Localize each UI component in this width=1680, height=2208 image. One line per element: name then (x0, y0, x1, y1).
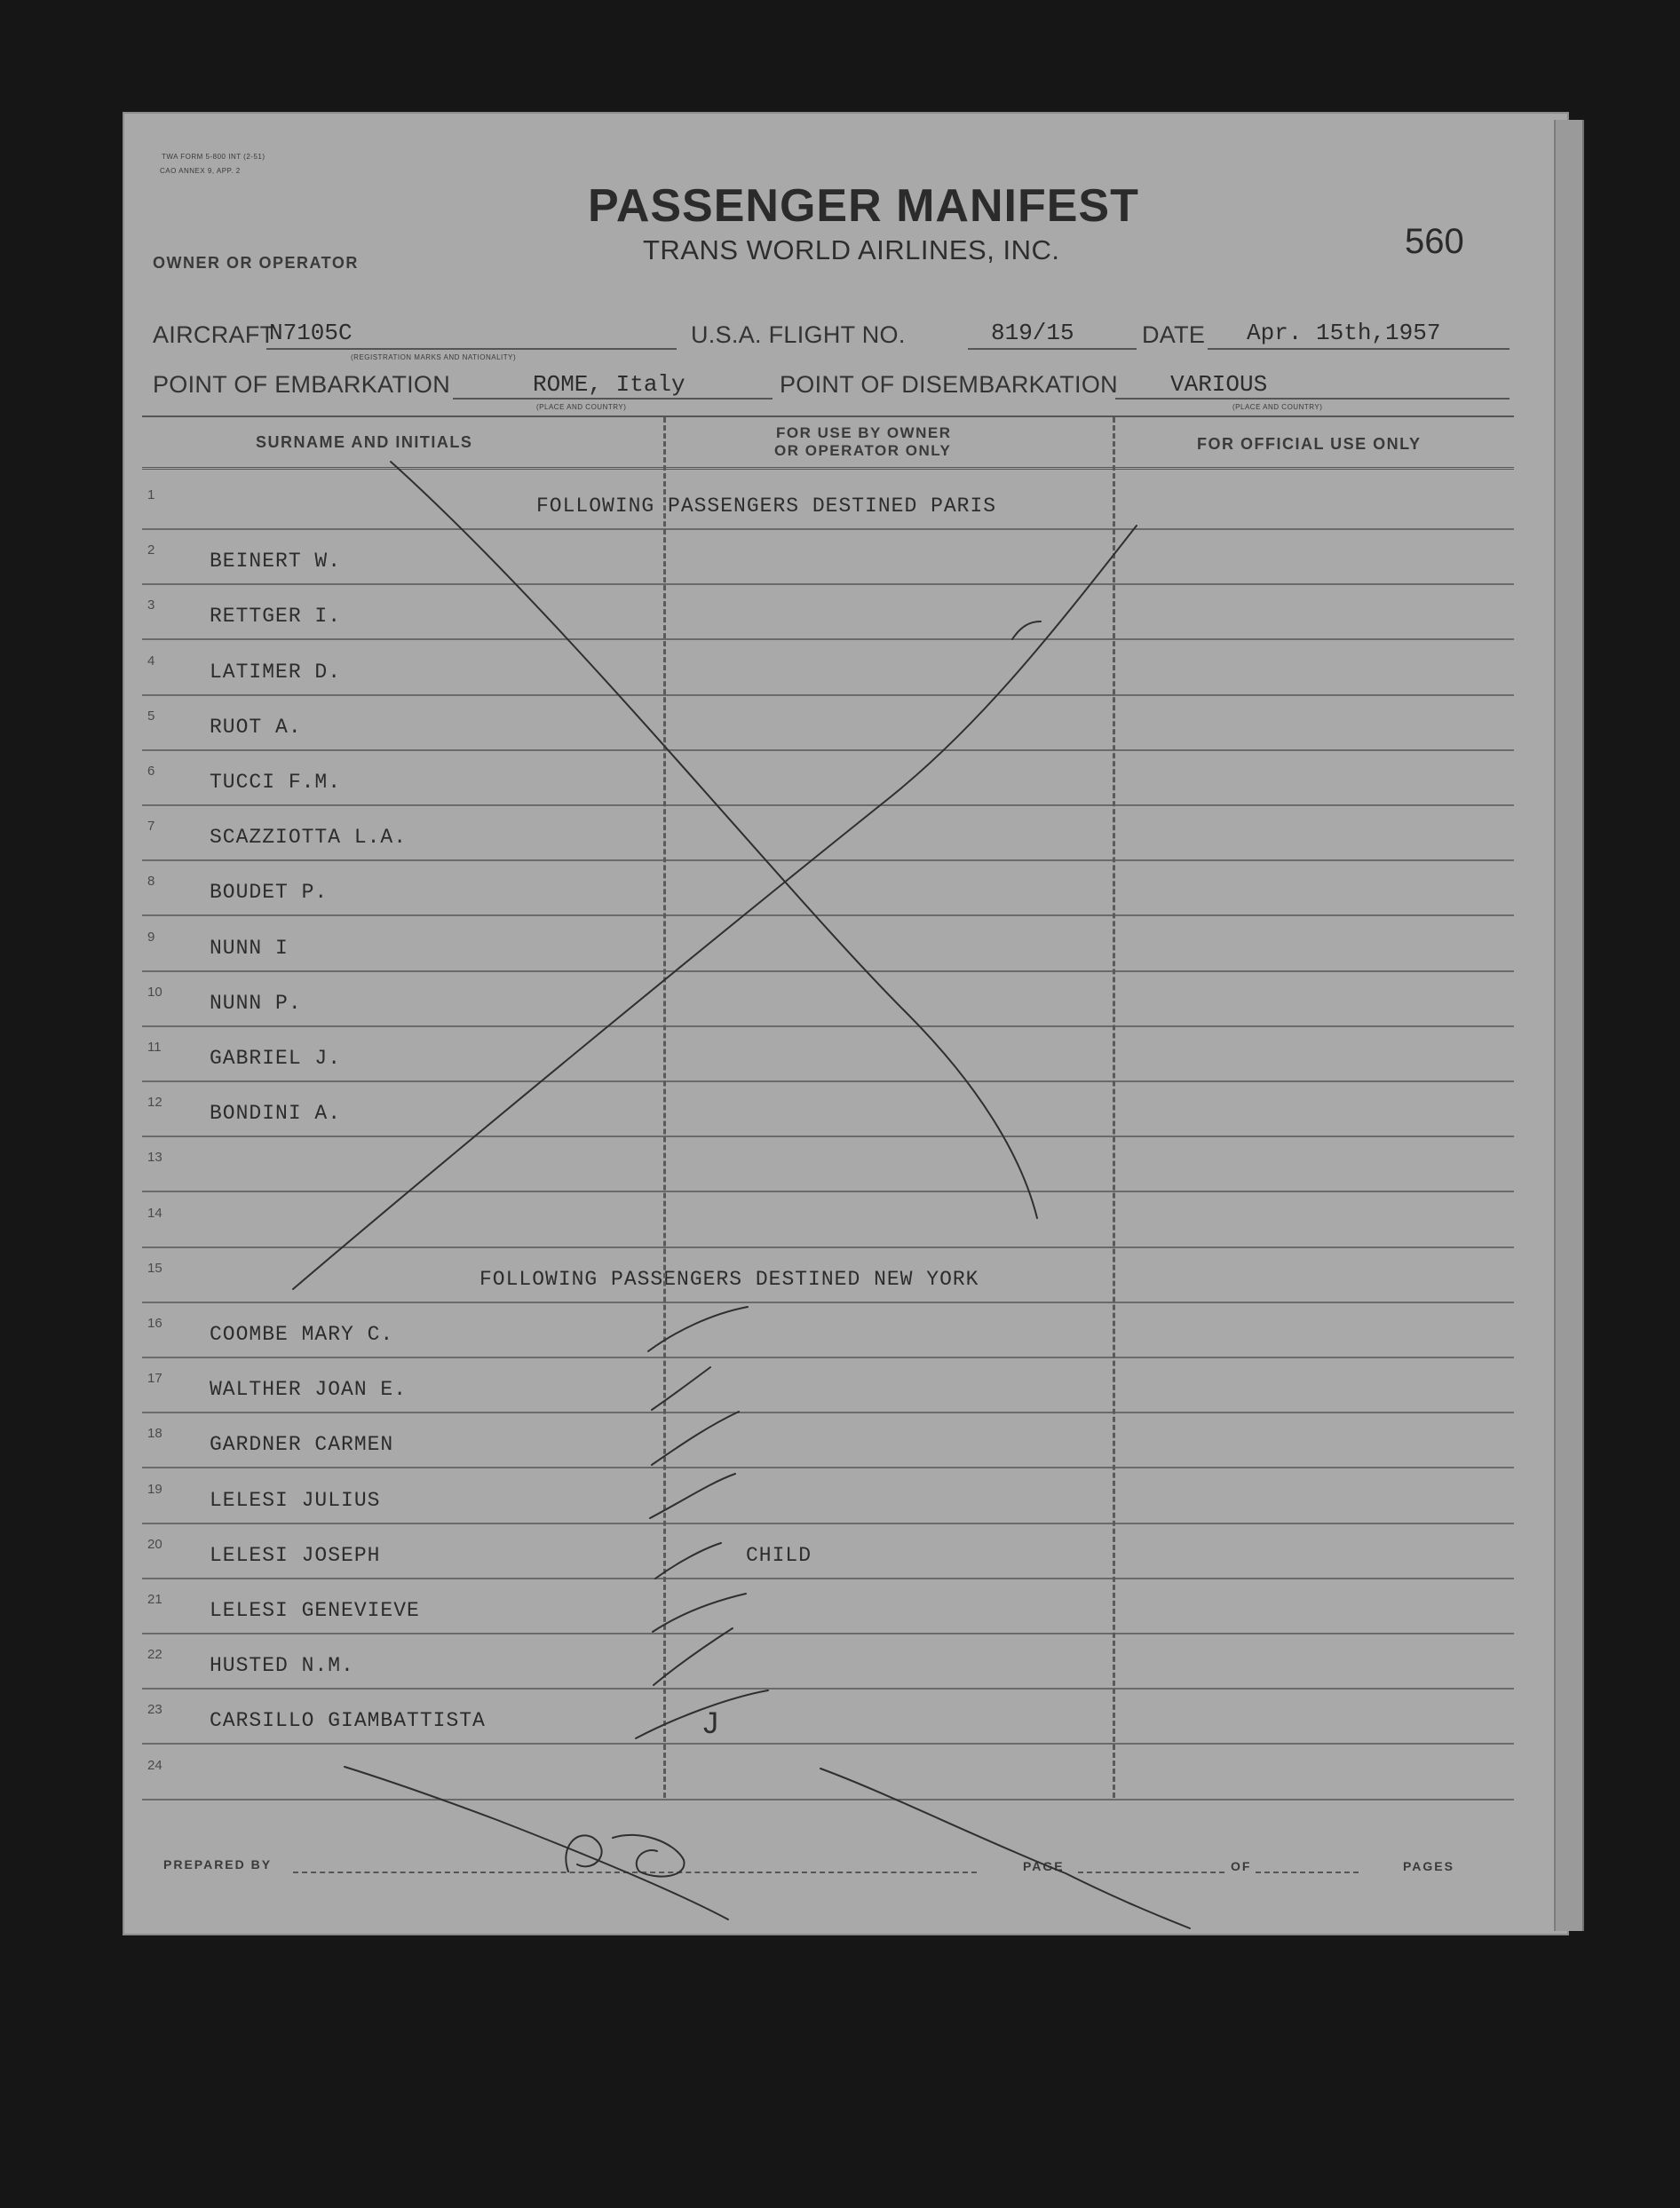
passenger-name: LELESI JOSEPH (210, 1543, 381, 1567)
destination-heading: FOLLOWING PASSENGERS DESTINED NEW YORK (479, 1267, 979, 1291)
pages-label: PAGES (1403, 1859, 1454, 1873)
check-mark-17 (652, 1367, 710, 1410)
cancel-cross-hook (1012, 621, 1041, 639)
disembarkation-value: VARIOUS (1170, 371, 1268, 398)
row-number: 19 (147, 1481, 162, 1497)
check-mark-18 (652, 1412, 739, 1465)
passenger-name: TUCCI F.M. (210, 771, 342, 794)
embarkation-caption: (PLACE AND COUNTRY) (536, 403, 627, 411)
page-label: PAGE (1023, 1859, 1065, 1873)
row-number: 8 (147, 874, 155, 890)
date-value: Apr. 15th,1957 (1247, 320, 1441, 346)
row-number: 1 (147, 487, 155, 503)
passenger-name: RETTGER I. (210, 605, 342, 629)
row-number: 14 (147, 1205, 162, 1221)
passenger-name: LELESI GENEVIEVE (210, 1599, 420, 1622)
passenger-name: GARDNER CARMEN (210, 1433, 394, 1457)
row-number: 22 (147, 1647, 162, 1663)
row-number: 20 (147, 1536, 162, 1552)
row-number: 3 (147, 598, 155, 613)
passenger-name: NUNN I (210, 936, 289, 960)
passenger-name: COOMBE MARY C. (210, 1323, 394, 1346)
check-mark-19 (650, 1474, 735, 1518)
row-number: 7 (147, 819, 155, 835)
col-header-owner-line-1: FOR USE BY OWNER (776, 424, 952, 441)
passenger-name: HUSTED N.M. (210, 1654, 354, 1678)
form-code-line-2: CAO ANNEX 9, APP. 2 (160, 167, 241, 175)
owner-operator-label: OWNER OR OPERATOR (153, 254, 359, 272)
check-mark-23 (636, 1690, 768, 1738)
row-number: 15 (147, 1260, 162, 1276)
page-title: PASSENGER MANIFEST (588, 180, 1139, 232)
aircraft-value: N7105C (269, 320, 353, 346)
row-number: 6 (147, 764, 155, 779)
embarkation-label: POINT OF EMBARKATION (153, 371, 451, 398)
footer-stroke-left (345, 1767, 728, 1919)
initials-signature (566, 1835, 684, 1877)
of-label: OF (1231, 1859, 1252, 1873)
passenger-name: GABRIEL J. (210, 1047, 342, 1070)
row-number: 24 (147, 1757, 162, 1773)
passenger-name: SCAZZIOTTA L.A. (210, 826, 408, 850)
disembarkation-label: POINT OF DISEMBARKATION (780, 371, 1118, 398)
passenger-name: LELESI JULIUS (210, 1488, 381, 1512)
flight-value: 819/15 (991, 320, 1074, 346)
aircraft-caption: (REGISTRATION MARKS AND NATIONALITY) (351, 353, 517, 361)
row-number: 5 (147, 708, 155, 724)
passenger-name: BOUDET P. (210, 881, 329, 905)
disembarkation-caption: (PLACE AND COUNTRY) (1232, 403, 1323, 411)
col-header-surname: SURNAME AND INITIALS (256, 433, 473, 451)
col-header-owner-line-2: OR OPERATOR ONLY (774, 442, 952, 459)
passenger-name: LATIMER D. (210, 660, 342, 684)
passenger-name: BEINERT W. (210, 550, 342, 574)
check-mark-21 (653, 1594, 746, 1632)
cancel-cross-stroke-1 (391, 462, 1037, 1218)
row-number: 23 (147, 1702, 162, 1718)
row-number: 4 (147, 653, 155, 669)
row-number: 11 (147, 1040, 162, 1055)
flight-label: U.S.A. FLIGHT NO. (691, 321, 906, 348)
row-number: 18 (147, 1426, 162, 1442)
row-number: 17 (147, 1371, 162, 1387)
check-mark-20 (655, 1543, 721, 1579)
passenger-name: WALTHER JOAN E. (210, 1378, 408, 1402)
prepared-by-label: PREPARED BY (163, 1857, 273, 1872)
row-number: 16 (147, 1316, 162, 1331)
check-mark-16 (648, 1307, 748, 1351)
airline-name: TRANS WORLD AIRLINES, INC. (643, 234, 1060, 265)
date-label: DATE (1142, 321, 1206, 348)
passenger-name: CARSILLO GIAMBATTISTA (210, 1709, 486, 1733)
row-number: 2 (147, 542, 155, 558)
check-mark-22 (654, 1628, 733, 1685)
row-number: 13 (147, 1150, 162, 1166)
row-number: 9 (147, 929, 155, 945)
passenger-name: BONDINI A. (210, 1102, 342, 1126)
page-number: 560 (1405, 222, 1464, 261)
aircraft-label: AIRCRAFT (153, 321, 275, 348)
passenger-note: CHILD (746, 1543, 812, 1567)
row-number: 12 (147, 1095, 162, 1111)
row-number: 21 (147, 1592, 162, 1607)
passenger-name: NUNN P. (210, 991, 302, 1015)
cancel-cross-stroke-2 (293, 526, 1137, 1289)
passenger-name: RUOT A. (210, 715, 302, 739)
footer-stroke-right (820, 1769, 1190, 1928)
destination-heading: FOLLOWING PASSENGERS DESTINED PARIS (536, 495, 997, 518)
embarkation-value: ROME, Italy (533, 371, 685, 398)
check-mark-letter: J (703, 1706, 718, 1740)
col-header-official: FOR OFFICIAL USE ONLY (1197, 435, 1422, 453)
form-code-line-1: TWA FORM 5-800 INT (2-51) (162, 153, 265, 161)
row-number: 10 (147, 984, 162, 1000)
